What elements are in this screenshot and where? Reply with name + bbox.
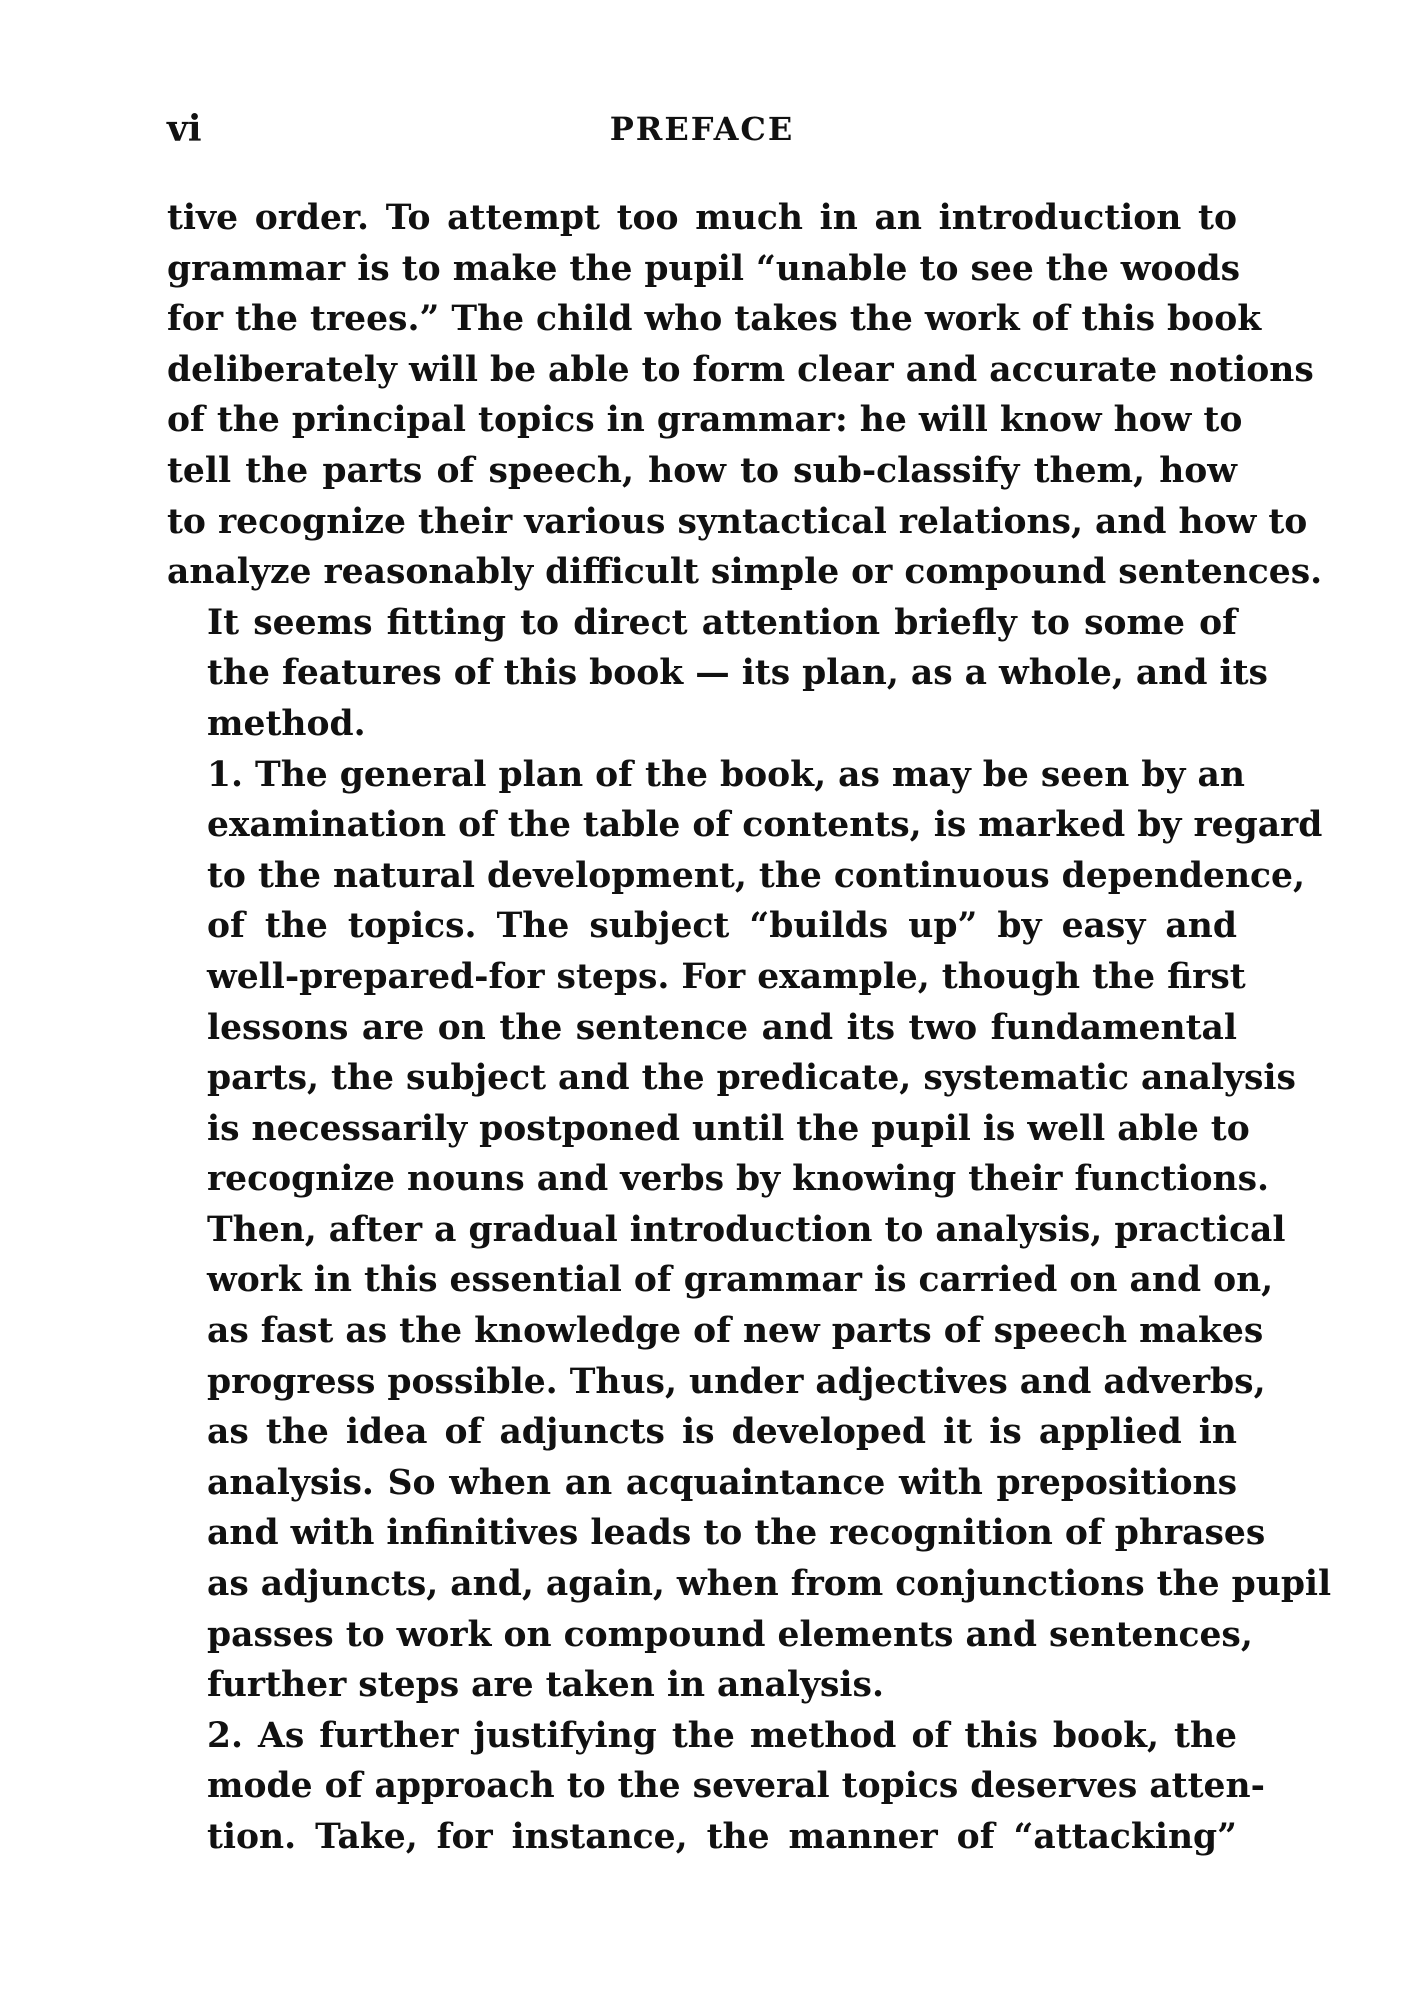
text-line: examination of the table of contents, is marked by regard [207, 805, 1323, 846]
text-line: to the natural development, the continuous dependence, [207, 855, 1306, 896]
text-line: deliberately will be able to form clear and accurate notions [167, 349, 1314, 390]
text-line: 2. As further justifying the method of this book, the [207, 1715, 1237, 1756]
text-line: tell the parts of speech, how to sub-classify them, how [167, 450, 1237, 491]
text-line: passes to work on compound elements and sentences, [207, 1614, 1253, 1655]
running-head [167, 104, 1237, 154]
text-line: of the principal topics in grammar: he will know how to [167, 400, 1243, 441]
text-line: grammar is to make the pupil “unable to see the woods [167, 248, 1241, 289]
page-number: vi [167, 108, 202, 150]
paragraph [167, 750, 1332, 1711]
paragraph [167, 193, 1323, 598]
text-line: tive order. To attempt too much in an introduction to [167, 198, 1237, 238]
text-line: Then, after a gradual introduction to analysis, practical [207, 1209, 1286, 1250]
text-line: further steps are taken in analysis. [207, 1665, 884, 1706]
text-line: progress possible. Thus, under adjectives and adverbs, [207, 1361, 1266, 1402]
text-line: parts, the subject and the predicate, systematic analysis [207, 1058, 1296, 1099]
text-line: recognize nouns and verbs by knowing their functions. [207, 1159, 1270, 1200]
body-text [167, 193, 1332, 1863]
text-line: It seems fitting to direct attention briefly to some of [207, 602, 1237, 643]
text-line: analyze reasonably difficult simple or compound sentences. [167, 552, 1323, 593]
text-line: is necessarily postponed until the pupil is well able to [207, 1108, 1250, 1149]
text-line: well-prepared-for steps. For example, though the first [207, 956, 1246, 997]
text-line: lessons are on the sentence and its two fundamental [207, 1007, 1237, 1048]
text-line: work in this essential of grammar is carried on and on, [207, 1260, 1274, 1301]
text-line: 1. The general plan of the book, as may be seen by an [207, 754, 1245, 795]
text-line: the features of this book — its plan, as a whole, and its [207, 653, 1268, 694]
text-line: and with infinitives leads to the recognition of phrases [207, 1513, 1266, 1554]
paragraph [167, 1711, 1265, 1863]
text-line: of the topics. The subject “builds up” by easy and [207, 906, 1237, 947]
text-line: for the trees.” The child who takes the work of this book [167, 299, 1262, 340]
text-line: method. [207, 703, 366, 744]
text-line: mode of approach to the several topics deserves atten- [207, 1766, 1265, 1807]
text-line: as adjuncts, and, again, when from conjunctions the pupil [207, 1564, 1332, 1605]
text-line: to recognize their various syntactical relations, and how to [167, 501, 1308, 542]
running-head-title: PREFACE [609, 110, 795, 148]
text-line: as fast as the knowledge of new parts of speech makes [207, 1311, 1264, 1352]
text-line: as the idea of adjuncts is developed it is applied in [207, 1412, 1237, 1453]
text-line: tion. Take, for instance, the manner of “attacking” [207, 1817, 1237, 1857]
paragraph [167, 598, 1268, 750]
text-line: analysis. So when an acquaintance with prepositions [207, 1462, 1237, 1503]
